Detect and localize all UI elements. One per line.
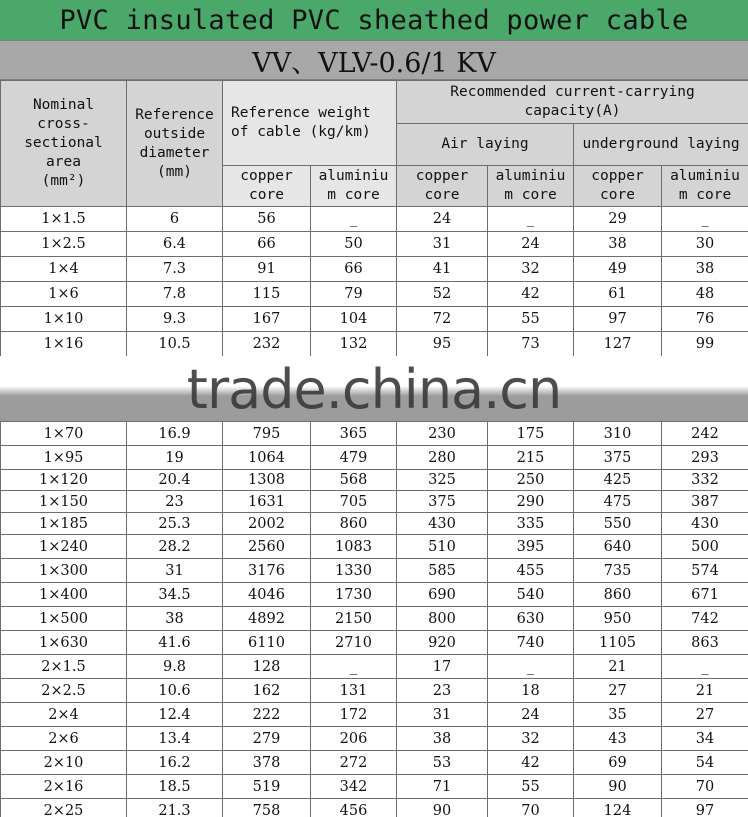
cell-weight-aluminium: 568 — [311, 470, 397, 491]
cell-air-aluminium: 42 — [488, 751, 574, 775]
cell-air-copper: 53 — [397, 751, 488, 775]
cell-nominal-area: 1×500 — [1, 607, 127, 631]
cell-weight-aluminium: 342 — [311, 775, 397, 799]
cell-weight-copper: 2002 — [223, 513, 311, 535]
cell-weight-copper: 3176 — [223, 559, 311, 583]
cell-air-aluminium: 24 — [488, 703, 574, 727]
header-ref-diameter-label: Reference outside diameter — [135, 106, 214, 161]
header-air-aluminium: aluminiu m core — [488, 166, 574, 207]
table-row — [1, 307, 748, 332]
cell-air-copper: 690 — [397, 583, 488, 607]
table-row — [1, 679, 748, 703]
cell-under-aluminium: 76 — [662, 307, 748, 332]
header-weight-copper: copper core — [223, 166, 311, 207]
cell-outside-diameter: 12.4 — [127, 703, 223, 727]
cell-under-aluminium: 34 — [662, 727, 748, 751]
cell-under-aluminium: 332 — [662, 470, 748, 491]
header-under-copper: copper core — [574, 166, 662, 207]
cell-weight-aluminium: _ — [311, 207, 397, 232]
cell-nominal-area: 1×4 — [1, 257, 127, 282]
cell-air-aluminium: 630 — [488, 607, 574, 631]
table-row — [1, 491, 748, 513]
cell-weight-copper: 128 — [223, 655, 311, 679]
table-row — [1, 799, 748, 817]
cell-outside-diameter: 38 — [127, 607, 223, 631]
cell-weight-copper: 56 — [223, 207, 311, 232]
table-row — [1, 583, 748, 607]
table-row — [1, 513, 748, 535]
cell-under-aluminium: 863 — [662, 631, 748, 655]
cell-outside-diameter: 20.4 — [127, 470, 223, 491]
cell-outside-diameter: 7.3 — [127, 257, 223, 282]
cell-weight-aluminium: 104 — [311, 307, 397, 332]
cell-air-copper: 375 — [397, 491, 488, 513]
cell-air-copper: 510 — [397, 535, 488, 559]
cell-under-copper: 124 — [574, 799, 662, 817]
cell-under-aluminium: 97 — [662, 799, 748, 817]
table-row — [1, 232, 748, 257]
table-row — [1, 703, 748, 727]
cell-air-copper: 52 — [397, 282, 488, 307]
cell-weight-aluminium: 66 — [311, 257, 397, 282]
cell-air-aluminium: 32 — [488, 727, 574, 751]
table-row — [1, 282, 748, 307]
cell-air-aluminium: 740 — [488, 631, 574, 655]
cell-under-copper: 35 — [574, 703, 662, 727]
cell-air-copper: 17 — [397, 655, 488, 679]
cell-weight-copper: 232 — [223, 332, 311, 357]
cell-weight-copper: 4046 — [223, 583, 311, 607]
cell-under-copper: 425 — [574, 470, 662, 491]
cell-outside-diameter: 9.8 — [127, 655, 223, 679]
cell-air-aluminium: 395 — [488, 535, 574, 559]
cell-weight-aluminium: 206 — [311, 727, 397, 751]
cell-air-copper: 430 — [397, 513, 488, 535]
cell-air-copper: 800 — [397, 607, 488, 631]
cell-weight-copper: 66 — [223, 232, 311, 257]
header-nominal-area-unit: (mm²) — [41, 173, 86, 189]
cell-under-copper: 375 — [574, 446, 662, 470]
cell-weight-copper: 167 — [223, 307, 311, 332]
table-row — [1, 631, 748, 655]
cell-outside-diameter: 10.6 — [127, 679, 223, 703]
header-ref-weight: Reference weight of cable (kg/km) — [223, 81, 397, 166]
cell-air-copper: 31 — [397, 232, 488, 257]
data-table-top — [0, 206, 748, 357]
cell-under-aluminium: 38 — [662, 257, 748, 282]
table-header — [0, 80, 748, 207]
cell-nominal-area: 1×1.5 — [1, 207, 127, 232]
cell-nominal-area: 1×95 — [1, 446, 127, 470]
cell-under-copper: 860 — [574, 583, 662, 607]
cell-outside-diameter: 6.4 — [127, 232, 223, 257]
cell-air-copper: 72 — [397, 307, 488, 332]
cell-air-aluminium: 55 — [488, 775, 574, 799]
header-air-laying: Air laying — [397, 124, 574, 166]
header-underground-laying: underground laying — [574, 124, 748, 166]
cell-weight-aluminium: 365 — [311, 422, 397, 446]
cell-weight-copper: 115 — [223, 282, 311, 307]
cell-under-aluminium: 27 — [662, 703, 748, 727]
watermark: trade.china.cn — [186, 357, 562, 421]
cell-nominal-area: 2×1.5 — [1, 655, 127, 679]
table-row — [1, 257, 748, 282]
cell-under-copper: 90 — [574, 775, 662, 799]
cell-outside-diameter: 41.6 — [127, 631, 223, 655]
cell-weight-aluminium: 172 — [311, 703, 397, 727]
cell-air-aluminium: 42 — [488, 282, 574, 307]
cell-under-copper: 61 — [574, 282, 662, 307]
cell-nominal-area: 1×10 — [1, 307, 127, 332]
cell-under-aluminium: 242 — [662, 422, 748, 446]
cell-weight-aluminium: 479 — [311, 446, 397, 470]
header-under-aluminium: aluminiu m core — [662, 166, 748, 207]
cell-under-aluminium: 99 — [662, 332, 748, 357]
cell-air-aluminium: 18 — [488, 679, 574, 703]
cell-under-copper: 43 — [574, 727, 662, 751]
cell-air-copper: 31 — [397, 703, 488, 727]
cell-weight-copper: 2560 — [223, 535, 311, 559]
table-row — [1, 207, 748, 232]
cell-outside-diameter: 16.2 — [127, 751, 223, 775]
cell-under-aluminium: 574 — [662, 559, 748, 583]
header-recommended-capacity: Recommended current-carrying capacity(A) — [397, 81, 748, 124]
cell-under-aluminium: 500 — [662, 535, 748, 559]
table-row — [1, 332, 748, 357]
cell-nominal-area: 2×4 — [1, 703, 127, 727]
cell-outside-diameter: 28.2 — [127, 535, 223, 559]
table-row — [1, 559, 748, 583]
cable-model-subtitle: VV、VLV-0.6/1 KV — [0, 40, 748, 80]
cell-air-aluminium: 32 — [488, 257, 574, 282]
cell-nominal-area: 2×16 — [1, 775, 127, 799]
cell-weight-copper: 4892 — [223, 607, 311, 631]
table-row — [1, 422, 748, 446]
cell-air-aluminium: 70 — [488, 799, 574, 817]
table-row — [1, 775, 748, 799]
cell-weight-aluminium: _ — [311, 655, 397, 679]
cell-under-aluminium: 30 — [662, 232, 748, 257]
cell-under-copper: 950 — [574, 607, 662, 631]
cell-weight-aluminium: 2710 — [311, 631, 397, 655]
table-row — [1, 727, 748, 751]
cell-outside-diameter: 25.3 — [127, 513, 223, 535]
cell-under-copper: 21 — [574, 655, 662, 679]
cell-under-copper: 550 — [574, 513, 662, 535]
table-row — [1, 446, 748, 470]
cell-weight-copper: 758 — [223, 799, 311, 817]
cell-weight-aluminium: 50 — [311, 232, 397, 257]
cell-under-copper: 49 — [574, 257, 662, 282]
cell-under-copper: 97 — [574, 307, 662, 332]
cell-under-copper: 29 — [574, 207, 662, 232]
table-row — [1, 655, 748, 679]
cell-air-aluminium: 540 — [488, 583, 574, 607]
cell-weight-aluminium: 79 — [311, 282, 397, 307]
cell-air-aluminium: 290 — [488, 491, 574, 513]
cell-outside-diameter: 10.5 — [127, 332, 223, 357]
table-row — [1, 535, 748, 559]
cell-under-copper: 69 — [574, 751, 662, 775]
cell-nominal-area: 1×400 — [1, 583, 127, 607]
cell-under-copper: 735 — [574, 559, 662, 583]
cell-air-aluminium: 175 — [488, 422, 574, 446]
cell-air-copper: 325 — [397, 470, 488, 491]
cell-under-aluminium: 293 — [662, 446, 748, 470]
cell-under-copper: 27 — [574, 679, 662, 703]
cell-nominal-area: 2×25 — [1, 799, 127, 817]
cell-weight-copper: 378 — [223, 751, 311, 775]
data-table-bottom — [0, 421, 748, 817]
table-row — [1, 470, 748, 491]
cell-air-aluminium: 24 — [488, 232, 574, 257]
cell-outside-diameter: 7.8 — [127, 282, 223, 307]
cell-air-aluminium: 335 — [488, 513, 574, 535]
cell-under-copper: 1105 — [574, 631, 662, 655]
cell-nominal-area: 2×2.5 — [1, 679, 127, 703]
cell-air-copper: 585 — [397, 559, 488, 583]
cell-weight-copper: 519 — [223, 775, 311, 799]
cell-air-copper: 71 — [397, 775, 488, 799]
table-row — [1, 751, 748, 775]
cell-air-copper: 41 — [397, 257, 488, 282]
cell-nominal-area: 1×300 — [1, 559, 127, 583]
cell-weight-aluminium: 272 — [311, 751, 397, 775]
cell-nominal-area: 1×150 — [1, 491, 127, 513]
cell-weight-aluminium: 131 — [311, 679, 397, 703]
cell-nominal-area: 2×6 — [1, 727, 127, 751]
cell-nominal-area: 1×70 — [1, 422, 127, 446]
cell-air-aluminium: 455 — [488, 559, 574, 583]
cell-weight-copper: 279 — [223, 727, 311, 751]
cell-nominal-area: 1×6 — [1, 282, 127, 307]
cell-nominal-area: 1×630 — [1, 631, 127, 655]
header-ref-diameter — [127, 81, 223, 207]
cell-outside-diameter: 23 — [127, 491, 223, 513]
cell-under-aluminium: 671 — [662, 583, 748, 607]
cell-under-copper: 310 — [574, 422, 662, 446]
cell-under-aluminium: 387 — [662, 491, 748, 513]
cell-outside-diameter: 9.3 — [127, 307, 223, 332]
cell-nominal-area: 2×10 — [1, 751, 127, 775]
cell-weight-copper: 1064 — [223, 446, 311, 470]
page-title: PVC insulated PVC sheathed power cable — [0, 0, 748, 40]
header-nominal-area — [1, 81, 127, 207]
cell-weight-aluminium: 132 — [311, 332, 397, 357]
table-row — [1, 607, 748, 631]
cell-under-aluminium: 742 — [662, 607, 748, 631]
cell-air-copper: 280 — [397, 446, 488, 470]
header-air-copper: copper core — [397, 166, 488, 207]
cell-nominal-area: 1×16 — [1, 332, 127, 357]
cell-air-copper: 24 — [397, 207, 488, 232]
cell-outside-diameter: 18.5 — [127, 775, 223, 799]
cell-under-aluminium: 54 — [662, 751, 748, 775]
cell-weight-copper: 1308 — [223, 470, 311, 491]
cell-outside-diameter: 6 — [127, 207, 223, 232]
cell-air-aluminium: _ — [488, 655, 574, 679]
cell-weight-aluminium: 1730 — [311, 583, 397, 607]
header-ref-diameter-unit: (mm) — [157, 163, 192, 180]
cell-weight-copper: 795 — [223, 422, 311, 446]
cell-weight-copper: 91 — [223, 257, 311, 282]
cell-air-copper: 90 — [397, 799, 488, 817]
cell-air-aluminium: _ — [488, 207, 574, 232]
cell-outside-diameter: 21.3 — [127, 799, 223, 817]
cell-air-copper: 920 — [397, 631, 488, 655]
cell-under-aluminium: _ — [662, 655, 748, 679]
cell-air-aluminium: 73 — [488, 332, 574, 357]
cell-weight-aluminium: 1330 — [311, 559, 397, 583]
cell-air-aluminium: 55 — [488, 307, 574, 332]
cell-weight-aluminium: 456 — [311, 799, 397, 817]
cell-air-copper: 95 — [397, 332, 488, 357]
cell-air-copper: 230 — [397, 422, 488, 446]
cell-under-aluminium: 70 — [662, 775, 748, 799]
cell-air-aluminium: 215 — [488, 446, 574, 470]
cell-outside-diameter: 19 — [127, 446, 223, 470]
cell-under-copper: 475 — [574, 491, 662, 513]
cell-under-copper: 127 — [574, 332, 662, 357]
cell-weight-copper: 162 — [223, 679, 311, 703]
cell-under-aluminium: _ — [662, 207, 748, 232]
cell-air-aluminium: 250 — [488, 470, 574, 491]
cell-weight-aluminium: 2150 — [311, 607, 397, 631]
cell-outside-diameter: 34.5 — [127, 583, 223, 607]
cell-weight-copper: 222 — [223, 703, 311, 727]
header-weight-aluminium: aluminiu m core — [311, 166, 397, 207]
cell-under-copper: 38 — [574, 232, 662, 257]
cell-under-copper: 640 — [574, 535, 662, 559]
cell-nominal-area: 1×240 — [1, 535, 127, 559]
cell-nominal-area: 1×185 — [1, 513, 127, 535]
cell-outside-diameter: 13.4 — [127, 727, 223, 751]
cell-under-aluminium: 48 — [662, 282, 748, 307]
cell-air-copper: 23 — [397, 679, 488, 703]
cell-weight-aluminium: 705 — [311, 491, 397, 513]
header-nominal-area-label: Nominal cross-sectional area — [24, 97, 103, 170]
cell-weight-copper: 1631 — [223, 491, 311, 513]
cell-outside-diameter: 16.9 — [127, 422, 223, 446]
cell-weight-aluminium: 860 — [311, 513, 397, 535]
cell-air-copper: 38 — [397, 727, 488, 751]
cell-outside-diameter: 31 — [127, 559, 223, 583]
cell-weight-copper: 6110 — [223, 631, 311, 655]
cell-under-aluminium: 430 — [662, 513, 748, 535]
cell-nominal-area: 1×120 — [1, 470, 127, 491]
cell-nominal-area: 1×2.5 — [1, 232, 127, 257]
cell-under-aluminium: 21 — [662, 679, 748, 703]
cell-weight-aluminium: 1083 — [311, 535, 397, 559]
